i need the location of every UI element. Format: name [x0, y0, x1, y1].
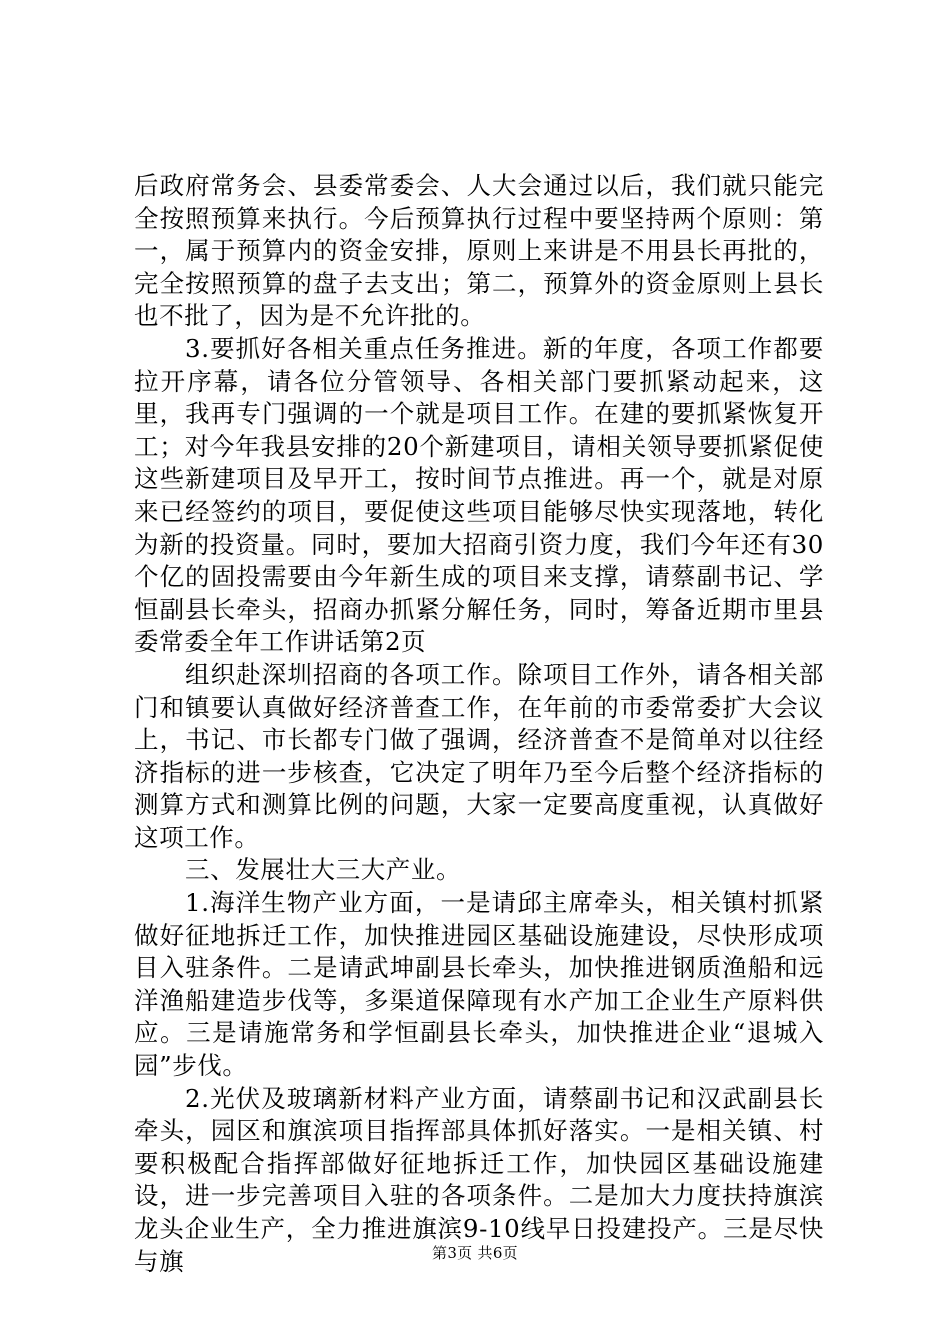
page-footer — [0, 1243, 950, 1263]
paragraph-budget-principles: 后政府常务会、县委常委会、人大会通过以后，我们就只能完全按照预算来执行。今后预算执行过程中要坚持两个原则：第一，属于预算内的资金安排，原则上来讲是不用县长再批的，完全按照预算的盘子去支出；第二，预算外的资金原则上县长也不批了，因为是不允许批的。 — [134, 171, 824, 331]
document-body — [134, 170, 824, 1278]
paragraph-photovoltaic-glass: 2.光伏及玻璃新材料产业方面，请蔡副书记和汉武副县长牵头，园区和旗滨项目指挥部具体抓好落实。一是相关镇、村要积极配合指挥部做好征地拆迁工作，加快园区基础设施建设，进一步完善项目入驻的各项条件。二是加大力度扶持旗滨龙头企业生产，全力推进旗滨9-10线早日投建投产。三是尽快与旗 — [134, 1083, 824, 1276]
paragraph-key-tasks: 3.要抓好各相关重点任务推进。新的年度，各项工作都要拉开序幕，请各位分管领导、各相关部门要抓紧动起来，这里，我再专门强调的一个就是项目工作。在建的要抓紧恢复开工；对今年我县安排的20个新建项目，请相关领导要抓紧促使这些新建项目及早开工，按时间节点推进。再一个，就是对原来已经签约的项目，要促使这些项目能够尽快实现落地，转化为新的投资量。同时，要加大招商引资力度，我们今年还有30个亿的固投需要由今年新生成的项目来支撑，请蔡副书记、学恒副县长牵头，招商办抓紧分解任务，同时，筹备近期市里县委常委全年工作讲话第2页 — [134, 333, 824, 657]
page-number: 第3页 共6页 — [432, 1244, 518, 1262]
paragraph-investment-census: 组织赴深圳招商的各项工作。除项目工作外，请各相关部门和镇要认真做好经济普查工作，在年前的市委常委扩大会议上，书记、市长都专门做了强调，经济普查不是简单对以往经济指标的进一步核查，它决定了明年乃至今后整个经济指标的测算方式和测算比例的问题，大家一定要高度重视，认真做好这项工作。 — [134, 659, 824, 852]
section-heading-industries: 三、发展壮大三大产业。 — [185, 855, 462, 885]
paragraph-marine-biology: 1.海洋生物产业方面，一是请邱主席牵头，相关镇村抓紧做好征地拆迁工作，加快推进园区基础设施建设，尽快形成项目入驻条件。二是请武坤副县长牵头，加快推进钢质渔船和远洋渔船建造步伐等，多渠道保障现有水产加工企业生产原料供应。三是请施常务和学恒副县长牵头，加快推进企业“退城入园”步伐。 — [134, 888, 824, 1081]
